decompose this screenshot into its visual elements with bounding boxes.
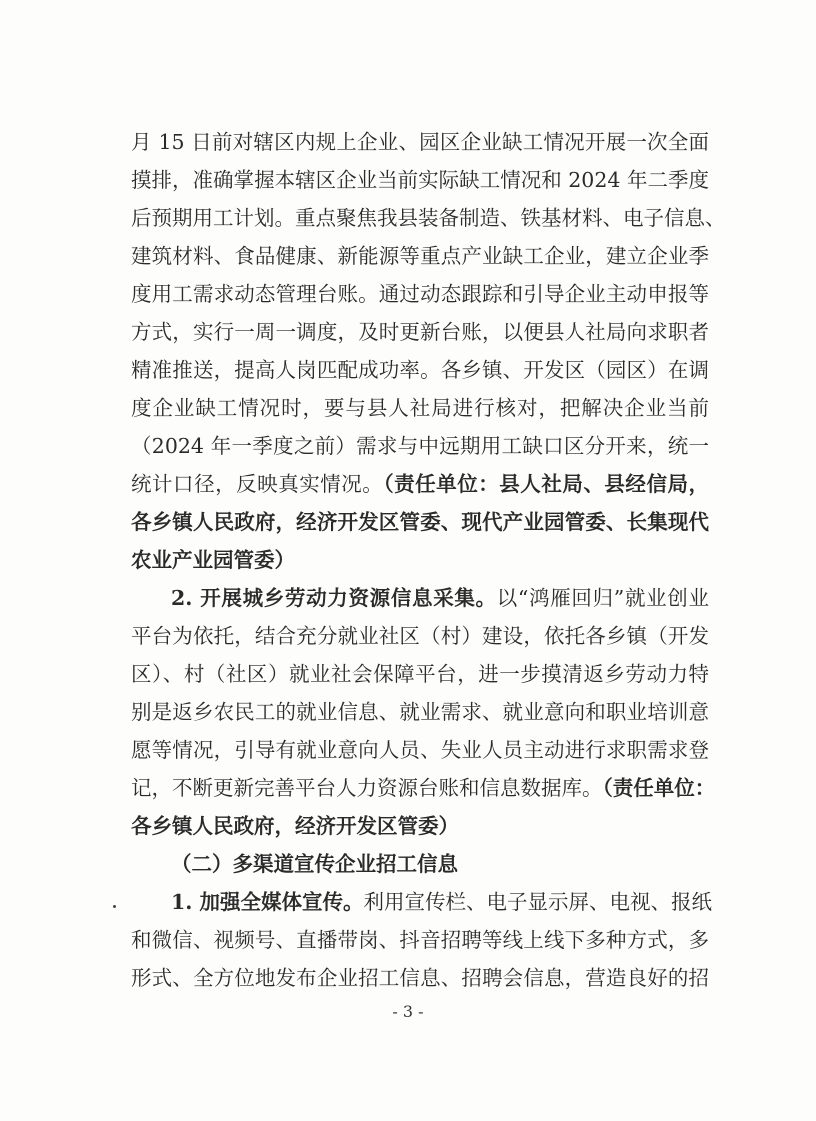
text-line: 度企业缺工情况时，要与县人社局进行核对，把解决企业当前 (131, 396, 709, 420)
text-line-mixed (171, 584, 709, 612)
page-number: - 3 - (392, 1002, 424, 1021)
text-line-mixed (171, 888, 713, 916)
text-line: 平台为依托，结合充分就业社区（村）建设，依托各乡镇（开发 (131, 624, 709, 648)
text-line: 摸排，准确掌握本辖区企业当前实际缺工情况和 2024 年二季度 (131, 168, 709, 192)
responsibility-label: （责任单位：县人社局、县经信局， (383, 472, 710, 496)
text-line: 建筑材料、食品健康、新能源等重点产业缺工企业，建立企业季 (131, 244, 709, 268)
responsibility-line: 各乡镇人民政府，经济开发区管委、现代产业园管委、长集现代 (131, 510, 709, 534)
text-span: 记，不断更新完善平台人力资源台账和信息数据库。 (131, 776, 603, 800)
text-span: 统计口径，反映真实情况。 (131, 472, 384, 496)
text-line: 愿等情况，引导有就业意向人员、失业人员主动进行求职需求登 (131, 738, 709, 762)
text-line-mixed (131, 470, 709, 498)
responsibility-label: （责任单位： (602, 776, 716, 800)
item-heading: 1. 加强全媒体宣传。 (171, 890, 364, 914)
text-line: 形式、全方位地发布企业招工信息、招聘会信息，营造良好的招 (131, 966, 709, 990)
text-line: 方式，实行一周一调度，及时更新台账，以便县人社局向求职者 (131, 320, 709, 344)
text-line: 区）、村（社区）就业社会保障平台，进一步摸清返乡劳动力特 (131, 662, 709, 686)
text-line: 精准推送，提高人岗匹配成功率。各乡镇、开发区（园区）在调 (131, 358, 709, 382)
text-span: 利用宣传栏、电子显示屏、电视、报纸 (363, 890, 713, 914)
text-line-mixed (131, 774, 716, 802)
text-line: 月 15 日前对辖区内规上企业、园区企业缺工情况开展一次全面 (131, 130, 709, 154)
text-line: （2024 年一季度之前）需求与中远期用工缺口区分开来，统一 (131, 434, 709, 458)
text-span: 以“鸿雁回归”就业创业 (496, 586, 709, 610)
scan-speck (113, 905, 116, 908)
responsibility-line: 各乡镇人民政府，经济开发区管委） (131, 814, 459, 838)
text-line: 度用工需求动态管理台账。通过动态跟踪和引导企业主动申报等 (131, 282, 709, 306)
section-heading: （二）多渠道宣传企业招工信息 (171, 852, 458, 876)
item-heading: 2. 开展城乡劳动力资源信息采集。 (171, 586, 497, 610)
text-line: 别是返乡农民工的就业信息、就业需求、就业意向和职业培训意 (131, 700, 709, 724)
text-line: 后预期用工计划。重点聚焦我县装备制造、铁基材料、电子信息、 (131, 206, 726, 230)
text-line: 和微信、视频号、直播带岗、抖音招聘等线上线下多种方式，多 (131, 928, 709, 952)
responsibility-line: 农业产业园管委） (131, 548, 295, 572)
